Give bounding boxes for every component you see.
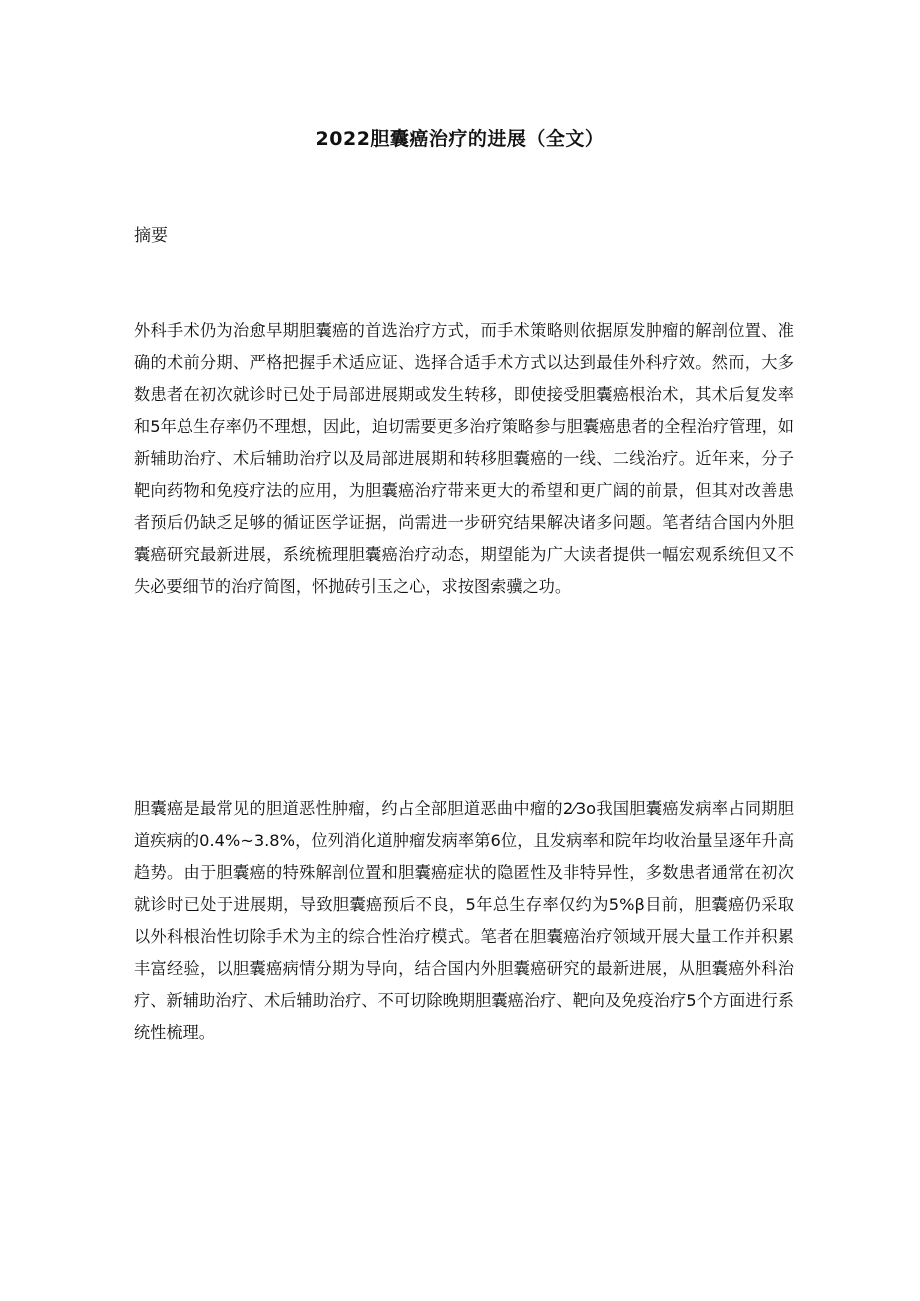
abstract-heading: 摘要 [134, 226, 168, 246]
document-title: 2022胆囊癌治疗的进展（全文） [315, 128, 605, 150]
abstract-paragraph: 外科手术仍为治愈早期胆囊癌的首选治疗方式，而手术策略则依据原发肿瘤的解剖位置、准确的术前分期、严格把握手术适应证、选择合适手术方式以达到最佳外科疗效。然而，大多数患者在初次就诊时已处于局部进展期或发生转移，即使接受胆囊癌根治术，其术后复发率和5年总生存率仍不理想，因此，迫切需要更多治疗策略参与胆囊癌患者的全程治疗管理，如新辅助治疗、术后辅助治疗以及局部进展期和转移胆囊癌的一线、二线治疗。近年来，分子靶向药物和免疫疗法的应用，为胆囊癌治疗带来更大的希望和更广阔的前景，但其对改善患者预后仍缺乏足够的循证医学证据，尚需进一步研究结果解决诸多问题。笔者结合国内外胆囊癌研究最新进展，系统梳理胆囊癌治疗动态，期望能为广大读者提供一幅宏观系统但又不失必要细节的治疗简图，怀抛砖引玉之心，求按图索骥之功。 [134, 321, 794, 596]
intro-paragraph: 胆囊癌是最常见的胆道恶性肿瘤，约占全部胆道恶曲中瘤的2⁄3o我国胆囊癌发病率占同期胆道疾病的0.4%~3.8%，位列消化道肿瘤发病率第6位，且发病率和院年均收治量呈逐年升高趋势。由于胆囊癌的特殊解剖位置和胆囊癌症状的隐匿性及非特异性，多数患者通常在初次就诊时已处于进展期，导致胆囊癌预后不良，5年总生存率仅约为5%β目前，胆囊癌仍采取以外科根治性切除手术为主的综合性治疗模式。笔者在胆囊癌治疗领域开展大量工作并积累丰富经验，以胆囊癌病情分期为导向，结合国内外胆囊癌研究的最新进展，从胆囊癌外科治疗、新辅助治疗、术后辅助治疗、不可切除晚期胆囊癌治疗、靶向及免疫治疗5个方面进行系统性梳理。 [134, 799, 794, 1042]
